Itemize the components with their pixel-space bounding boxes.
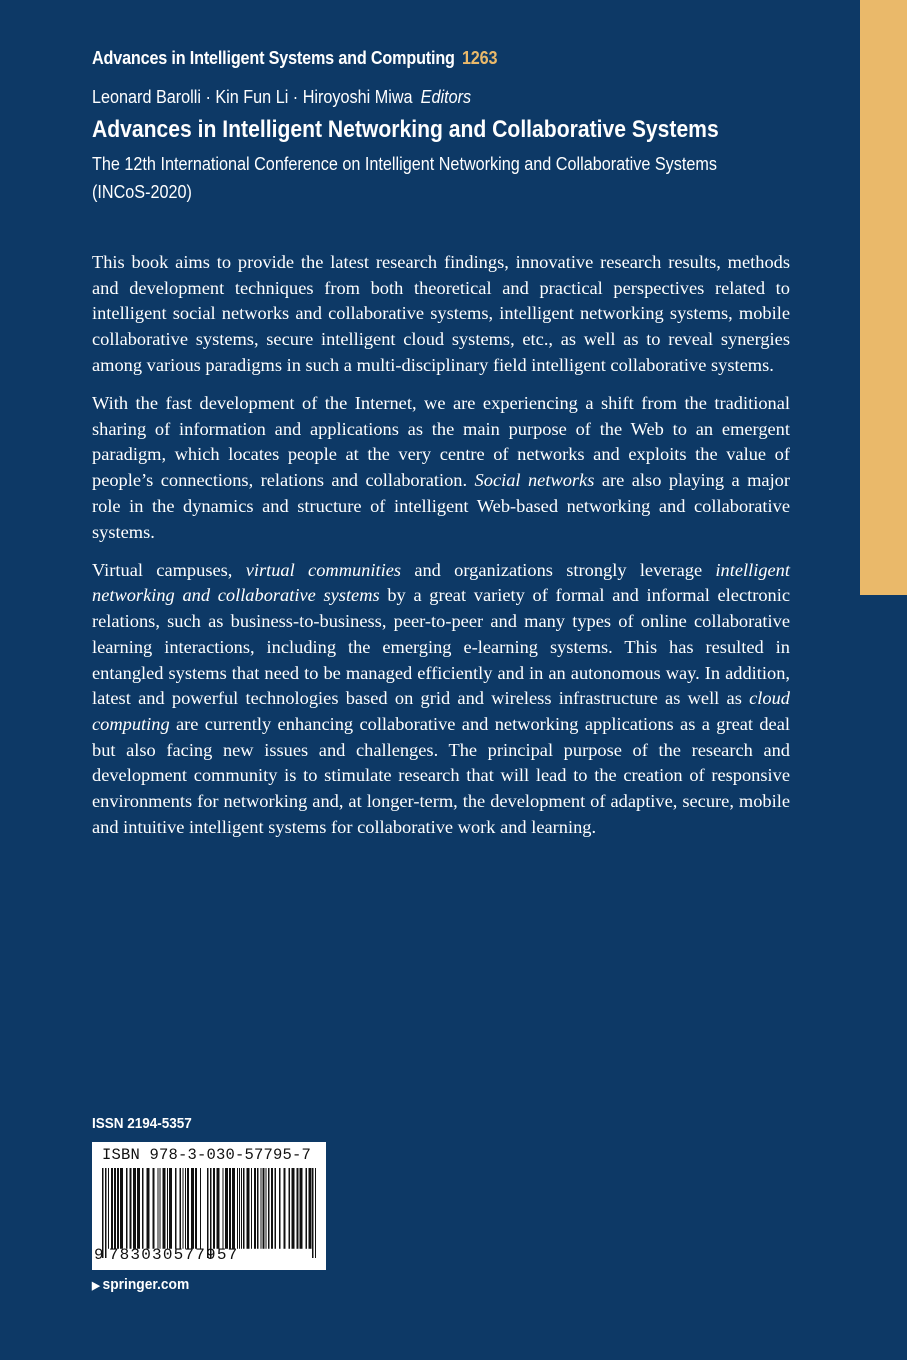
- barcode-bar: [158, 1168, 159, 1249]
- barcode-bar: [266, 1168, 267, 1249]
- barcode-bar: [225, 1168, 228, 1249]
- barcode-bar: [239, 1168, 240, 1249]
- barcode-bar: [102, 1168, 104, 1258]
- publisher-link[interactable]: [92, 1276, 189, 1293]
- series-header: [92, 48, 497, 69]
- barcode-bar: [297, 1168, 299, 1249]
- barcode-bar: [114, 1168, 116, 1249]
- barcode-bar: [261, 1168, 262, 1249]
- barcode-bar: [263, 1168, 265, 1249]
- barcode-bar: [284, 1168, 286, 1249]
- paragraph-text: by a great variety of formal and informal electronic relations, such as business-to-business, peer-to-peer and many types of online collaborative learning interactions, including the emerging e-learning systems. This has resulted in entangled systems that need to be managed efficiently and in an autonomous way. In addition, latest and powerful technologies based on grid and wireless infrastructure as well as: [92, 585, 790, 709]
- paragraph-text: With the fast development of the Internet, we are experiencing a shift from the traditional sharing of information and applications as the main purpose of the Web to an emergent paradigm, which locates people at the very centre of networks and exploits the value of people’s connections, relations and collaboration.: [92, 393, 790, 491]
- barcode-bar: [133, 1168, 136, 1249]
- barcode-bar: [147, 1168, 150, 1249]
- barcode-bar: [275, 1168, 277, 1249]
- barcode-bar: [241, 1168, 242, 1249]
- barcode-bars: [102, 1168, 316, 1258]
- barcode-bar: [183, 1168, 184, 1249]
- barcode-bar: [217, 1168, 220, 1249]
- barcode-bar: [232, 1168, 235, 1249]
- barcode-bar: [117, 1168, 119, 1249]
- description-paragraph: [92, 558, 790, 841]
- book-subtitle: The 12th International Conference on Intelligent Networking and Collaborative Systems (INCoS-2020): [92, 154, 717, 202]
- barcode-bar: [251, 1168, 252, 1249]
- barcode-bar: [108, 1168, 109, 1249]
- barcode-bar: [312, 1168, 314, 1258]
- triangle-right-icon: ▶: [92, 1280, 100, 1292]
- barcode-bar: [223, 1168, 224, 1249]
- barcode-digit-groups: 783030577957: [108, 1246, 239, 1264]
- barcode-bar: [163, 1168, 166, 1249]
- editors-role: Editors: [420, 87, 472, 107]
- description-paragraph: [92, 391, 790, 545]
- accent-side-tab: [860, 0, 907, 595]
- emphasis-text: cloud computing: [92, 688, 790, 734]
- barcode-bar: [229, 1168, 231, 1249]
- barcode-bar: [160, 1168, 161, 1249]
- barcode-bar: [315, 1168, 316, 1258]
- barcode-bar: [185, 1168, 186, 1249]
- emphasis-text: intelligent networking and collaborative systems: [92, 559, 790, 606]
- barcode-bar: [306, 1168, 308, 1249]
- description-body: [92, 250, 790, 853]
- barcode-bar: [130, 1168, 132, 1249]
- editor-names: Leonard Barolli · Kin Fun Li · Hiroyoshi Miwa: [92, 87, 413, 107]
- barcode-bar: [120, 1168, 123, 1249]
- barcode-bar: [105, 1168, 107, 1258]
- barcode-bar: [254, 1168, 256, 1249]
- barcode-bar: [142, 1168, 144, 1249]
- website-text: springer.com: [102, 1276, 190, 1293]
- barcode-bar: [200, 1168, 201, 1249]
- barcode-bar: [111, 1168, 113, 1249]
- barcode-bar: [300, 1168, 303, 1249]
- isbn-label: ISBN 978-3-030-57795-7: [102, 1146, 312, 1164]
- barcode-bar: [169, 1168, 172, 1249]
- series-volume: 1263: [461, 48, 498, 68]
- barcode-bar: [257, 1168, 259, 1249]
- barcode-bar: [153, 1168, 155, 1249]
- paragraph-text: and organizations strongly leverage: [401, 559, 716, 580]
- barcode-bar: [309, 1168, 312, 1249]
- barcode-bar: [292, 1168, 295, 1249]
- barcode-bar: [271, 1168, 273, 1249]
- barcode-bar: [180, 1168, 182, 1249]
- barcode-first-digit: 9: [94, 1246, 105, 1264]
- series-name: Advances in Intelligent Systems and Computing: [92, 48, 455, 68]
- paragraph-text: are currently enhancing collaborative and networking applications as a great deal but also facing new issues and challenges. The principal purpose of the research and development community is to stimulate research that will lead to the creation of responsive environments for networking and, at longer-term, the development of adaptive, secure, mobile and intuitive intelligent systems for collaborative work and learning.: [92, 713, 790, 837]
- barcode-bar: [237, 1168, 238, 1249]
- issn-label: ISSN 2194-5357: [92, 1115, 192, 1132]
- barcode-bar: [137, 1168, 140, 1249]
- isbn-barcode: [92, 1142, 326, 1270]
- barcode-bar: [268, 1168, 270, 1249]
- emphasis-text: Social networks: [474, 470, 595, 491]
- barcode-bar: [175, 1168, 177, 1249]
- description-paragraph: [92, 250, 790, 379]
- barcode-bar: [243, 1168, 245, 1249]
- emphasis-text: virtual communities: [245, 559, 402, 580]
- barcode-bar: [191, 1168, 194, 1249]
- paragraph-text: This book aims to provide the latest research findings, innovative research results, methods and development techniques from both theoretical and practical perspectives related to intelligent social networks and collaborative systems, intelligent networking systems, mobile collaborative systems, secure intelligent cloud systems, etc., as well as to reveal synergies among various paradigms in such a multi-disciplinary field intelligent collaborative systems.: [92, 252, 790, 375]
- barcode-bar: [207, 1168, 209, 1258]
- barcode-bar: [289, 1168, 291, 1249]
- barcode-bar: [210, 1168, 212, 1258]
- paragraph-text: Virtual campuses,: [92, 559, 246, 580]
- paragraph-text: are also playing a major role in the dynamics and structure of intelligent Web-based networking and collaborative systems.: [92, 470, 790, 542]
- barcode-digits: [94, 1246, 324, 1264]
- book-title: Advances in Intelligent Networking and Collaborative Systems: [92, 116, 719, 143]
- barcode-bar: [167, 1168, 168, 1249]
- barcode-bar: [126, 1168, 128, 1249]
- barcode-bar: [279, 1168, 281, 1249]
- editors-line: [92, 87, 471, 108]
- barcode-bar: [247, 1168, 250, 1249]
- barcode-bar: [187, 1168, 189, 1249]
- barcode-bar: [213, 1168, 215, 1249]
- barcode-bar: [195, 1168, 197, 1249]
